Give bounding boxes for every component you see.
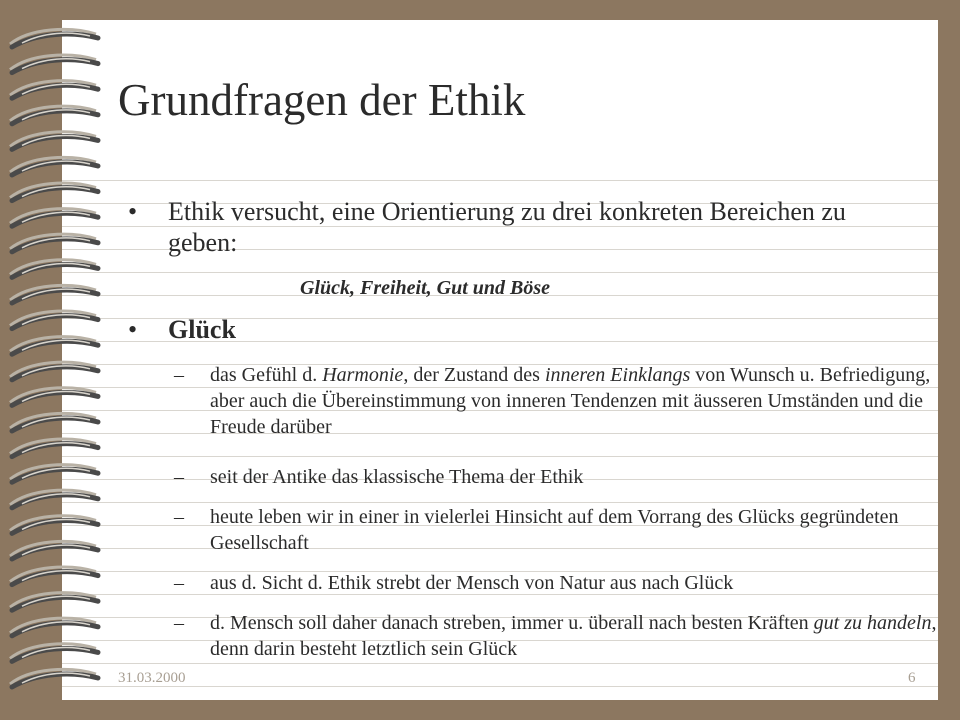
- emphasis-line: Glück, Freiheit, Gut und Böse: [300, 277, 551, 299]
- bullet-marker-2: •: [128, 315, 138, 344]
- sub-item-text-run: , der Zustand des: [403, 364, 545, 386]
- sub-item-text-run: gut zu handeln: [813, 612, 932, 634]
- sub-item-4: [210, 570, 940, 596]
- sub-item-1: [210, 362, 940, 440]
- sub-item-marker-4: –: [174, 572, 184, 594]
- bullet-text-1: Ethik versucht, eine Orientierung zu drei konkreten Bereichen zu geben:: [168, 197, 846, 257]
- slide-title: Grundfragen der Ethik: [118, 75, 526, 125]
- bullet-text-2: Glück: [168, 315, 236, 344]
- sub-item-marker-3: –: [174, 506, 184, 528]
- sub-item-text-run: von Wunsch u. Befriedigung, aber auch die Übereinstimmung von inneren Tendenzen mit äusseren Umständen und die Freude darüber: [210, 364, 931, 438]
- sub-item-2: [210, 464, 940, 490]
- bullet-marker-1: •: [128, 197, 138, 226]
- sub-item-marker-2: –: [174, 466, 184, 488]
- sub-item-text-run: Harmonie: [322, 364, 404, 386]
- sub-item-text-run: seit der Antike das klassische Thema der Ethik: [210, 466, 584, 488]
- sub-item-5: [210, 610, 940, 662]
- footer-page-number: 6: [908, 670, 916, 686]
- sub-item-text-run: aus d. Sicht d. Ethik strebt der Mensch von Natur aus nach Glück: [210, 572, 734, 594]
- sub-item-text-run: heute leben wir in einer in vielerlei Hinsicht auf dem Vorrang des Glücks gegründeten Gesellschaft: [210, 506, 899, 554]
- sub-item-marker-5: –: [174, 612, 184, 634]
- sub-item-marker-1: –: [174, 364, 184, 386]
- sub-item-text-run: d. Mensch soll daher danach streben, immer u. überall nach besten Kräften: [210, 612, 814, 634]
- sub-item-text-run: das Gefühl d.: [210, 364, 323, 386]
- footer-date: 31.03.2000: [118, 670, 186, 686]
- sub-item-text-run: , denn darin besteht letztlich sein Glück: [210, 612, 937, 660]
- sub-item-text-run: inneren Einklangs: [544, 364, 691, 386]
- sub-item-3: [210, 504, 940, 556]
